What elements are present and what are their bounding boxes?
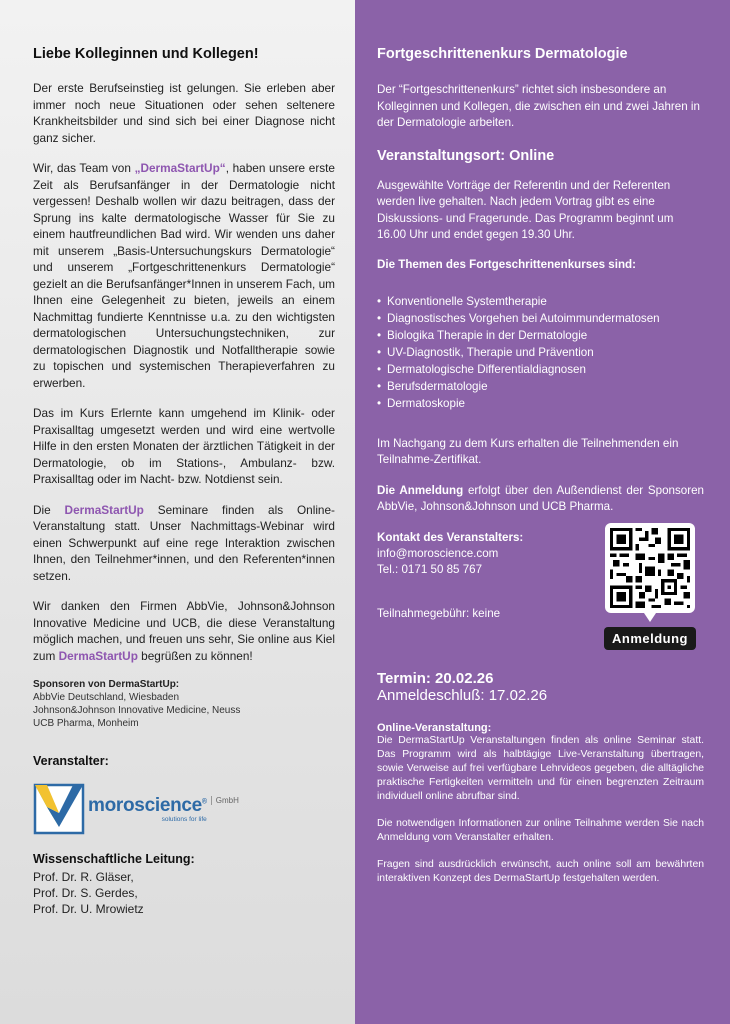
logo-gmbh: GmbH	[211, 796, 239, 805]
lead-name: Prof. Dr. U. Mrowietz	[33, 902, 144, 916]
sponsor-item: UCB Pharma, Monheim	[33, 718, 139, 729]
certificate-text: Im Nachgang zu dem Kurs erhalten die Teilnehmenden ein Teilnahme-Zertifikat.	[377, 436, 679, 466]
topic-item: • Diagnostisches Vorgehen bei Autoimmundermatosen	[377, 310, 704, 327]
lead-name: Prof. Dr. S. Gerdes,	[33, 886, 138, 900]
course-intro: Der “Fortgeschrittenenkurs” richtet sich insbesondere an Kolleginnen und Kollegen, die zwischen ein und zwei Jahren in der Dermatologie arbeiten.	[377, 83, 700, 129]
topic-item: • Dermatologische Differentialdiagnosen	[377, 361, 704, 378]
venue-text: Ausgewählte Vorträge der Referentin und der Referenten werden live gehalten. Nach jedem Vortrag gibt es eine Diskussions- und Fragerunde. Das Programm beginnt um 16.00 Uhr und endet gegen 19.30 Uhr.	[377, 178, 674, 241]
fee-text: Teilnahmegebühr: keine	[377, 606, 501, 620]
registration-deadline: Anmeldeschluß: 17.02.26	[377, 686, 548, 704]
right-column	[355, 0, 730, 1024]
intro-paragraph: Der erste Berufseinstieg ist gelungen. Sie erleben aber immer noch neue Situationen oder sehen seltenere Krankheitsbilder und sind sich bei einer Diagnose nicht ganz sicher.	[33, 81, 335, 145]
scientific-lead-title: Wissenschaftliche Leitung:	[33, 852, 195, 866]
sponsor-item: AbbVie Deutschland, Wiesbaden	[33, 692, 180, 703]
register-button[interactable]: Anmeldung	[604, 627, 696, 650]
sponsor-item: Johnson&Johnson Innovative Medicine, Neuss	[33, 705, 241, 716]
thanks-paragraph: Wir danken den Firmen AbbVie, Johnson&Johnson Innovative Medicine und UCB, die diese Veranstaltung möglich machen, und freuen uns sehr, Sie online aus Kiel zum DermaStartUp begrüßen zu können!	[33, 599, 335, 663]
topics-title: Die Themen des Fortgeschrittenenkurses sind:	[377, 257, 636, 271]
logo-tagline: solutions for life	[161, 816, 207, 823]
participation-info-text: Die notwendigen Informationen zur online Teilnahme werden Sie nach Anmeldung vom Veranstalter erhalten.	[377, 817, 704, 843]
brand-name: DermaStartUp	[64, 502, 144, 517]
scientific-lead-list	[33, 869, 335, 917]
topic-item: • Biologika Therapie in der Dermatologie	[377, 327, 704, 344]
venue-title: Veranstaltungsort: Online	[377, 147, 555, 164]
contact-section	[377, 530, 704, 670]
contact-email[interactable]: info@moroscience.com	[377, 546, 499, 560]
sponsors-title: Sponsoren von DermaStartUp:	[33, 679, 180, 690]
moroscience-logo: moroscience® solutions for life GmbH	[33, 780, 335, 838]
greeting-heading: Liebe Kolleginnen und Kollegen!	[33, 46, 259, 62]
questions-text: Fragen sind ausdrücklich erwünscht, auch online soll am bewährten interaktiven Konzept des DermaStartUp festgehalten werden.	[377, 858, 704, 884]
qr-code[interactable]	[605, 523, 695, 613]
moroscience-logo-icon	[33, 783, 85, 835]
registration-text: Die Anmeldung erfolgt über den Außendienst der Sponsoren AbbVie, Johnson&Johnson und UCB Pharma.	[377, 483, 705, 513]
topic-item: • UV-Diagnostik, Therapie und Prävention	[377, 344, 704, 361]
benefit-paragraph: Das im Kurs Erlernte kann umgehend im Klinik- oder Praxisalltag umgesetzt werden und wird eine wertvolle Hilfe in den ersten Monaten der ärztlichen Tätigkeit in der Dermatologie, ob im Stations-, Ambulanz- bzw. Praxisalltag oder im Nacht- bzw. Notdienst sein.	[33, 406, 335, 486]
topic-item: • Berufsdermatologie	[377, 378, 704, 395]
topic-item: • Konventionelle Systemtherapie	[377, 293, 704, 310]
sponsors-block	[33, 678, 335, 730]
topic-item: • Dermatoskopie	[377, 395, 704, 412]
online-event-title: Online-Veranstaltung:	[377, 721, 492, 734]
format-paragraph: Die DermaStartUp Seminare finden als Online-Veranstaltung statt. Unser Nachmittags-Webinar wird einen Schwerpunkt auf eine rege Interaktion zwischen Ihnen, den Teilnehmer*innen, und den Referenten*innen setzen.	[33, 502, 335, 583]
qr-code-icon	[610, 528, 690, 608]
lead-name: Prof. Dr. R. Gläser,	[33, 870, 134, 884]
logo-name: moroscience	[88, 795, 202, 816]
contact-title: Kontakt des Veranstalters:	[377, 530, 524, 544]
qr-register[interactable]	[602, 523, 698, 650]
online-event-text: Die DermaStartUp Veranstaltungen finden als online Seminar statt. Das Programm wird als halbtägige Live-Veranstaltung übertragen, sowie Verweise auf frei verfügbare Lehrvideos gegeben, die alltägliche praktische Fertigkeiten vermitteln und für einen begrenzten Zeitraum individuell online abrufbar sind.	[377, 734, 704, 802]
contact-phone[interactable]: Tel.: 0171 50 85 767	[377, 562, 483, 576]
left-column	[0, 0, 355, 1024]
course-title: Fortgeschrittenenkurs Dermatologie	[377, 46, 628, 62]
brand-name: DermaStartUp	[58, 648, 138, 663]
topics-list	[377, 293, 704, 412]
organizer-title: Veranstalter:	[33, 754, 109, 768]
event-date: Termin: 20.02.26	[377, 669, 494, 687]
team-paragraph: Wir, das Team von „DermaStartUp“, haben unsere erste Zeit als Berufsanfänger in der Dermatologie nicht vergessen! Deshalb wollen wir dazu beitragen, dass der Sprung ins kalte dermatologische Wasser für Sie zu einem hautfreundlichen Bad wird. Wir wenden uns daher mit unserem „Basis-Untersuchungskurs Dermatologie“ und unserem „Fortgeschrittenenkurs Dermatologie“ gezielt an die Berufsanfänger*Innen in unserem Fach, um Ihnen eine Gelegenheit zu bieten, jeweils an einem Nachmittag fundierte Kenntnisse u.a. zu den wichtigsten dermatologischen Untersuchungstechniken, zur dermatologischen Diagnostik und Notfalltherapie sowie zu topischen und systemischen Therapieverfahren zu erwerben.	[33, 161, 335, 390]
brand-name: „DermaStartUp“	[134, 161, 226, 175]
